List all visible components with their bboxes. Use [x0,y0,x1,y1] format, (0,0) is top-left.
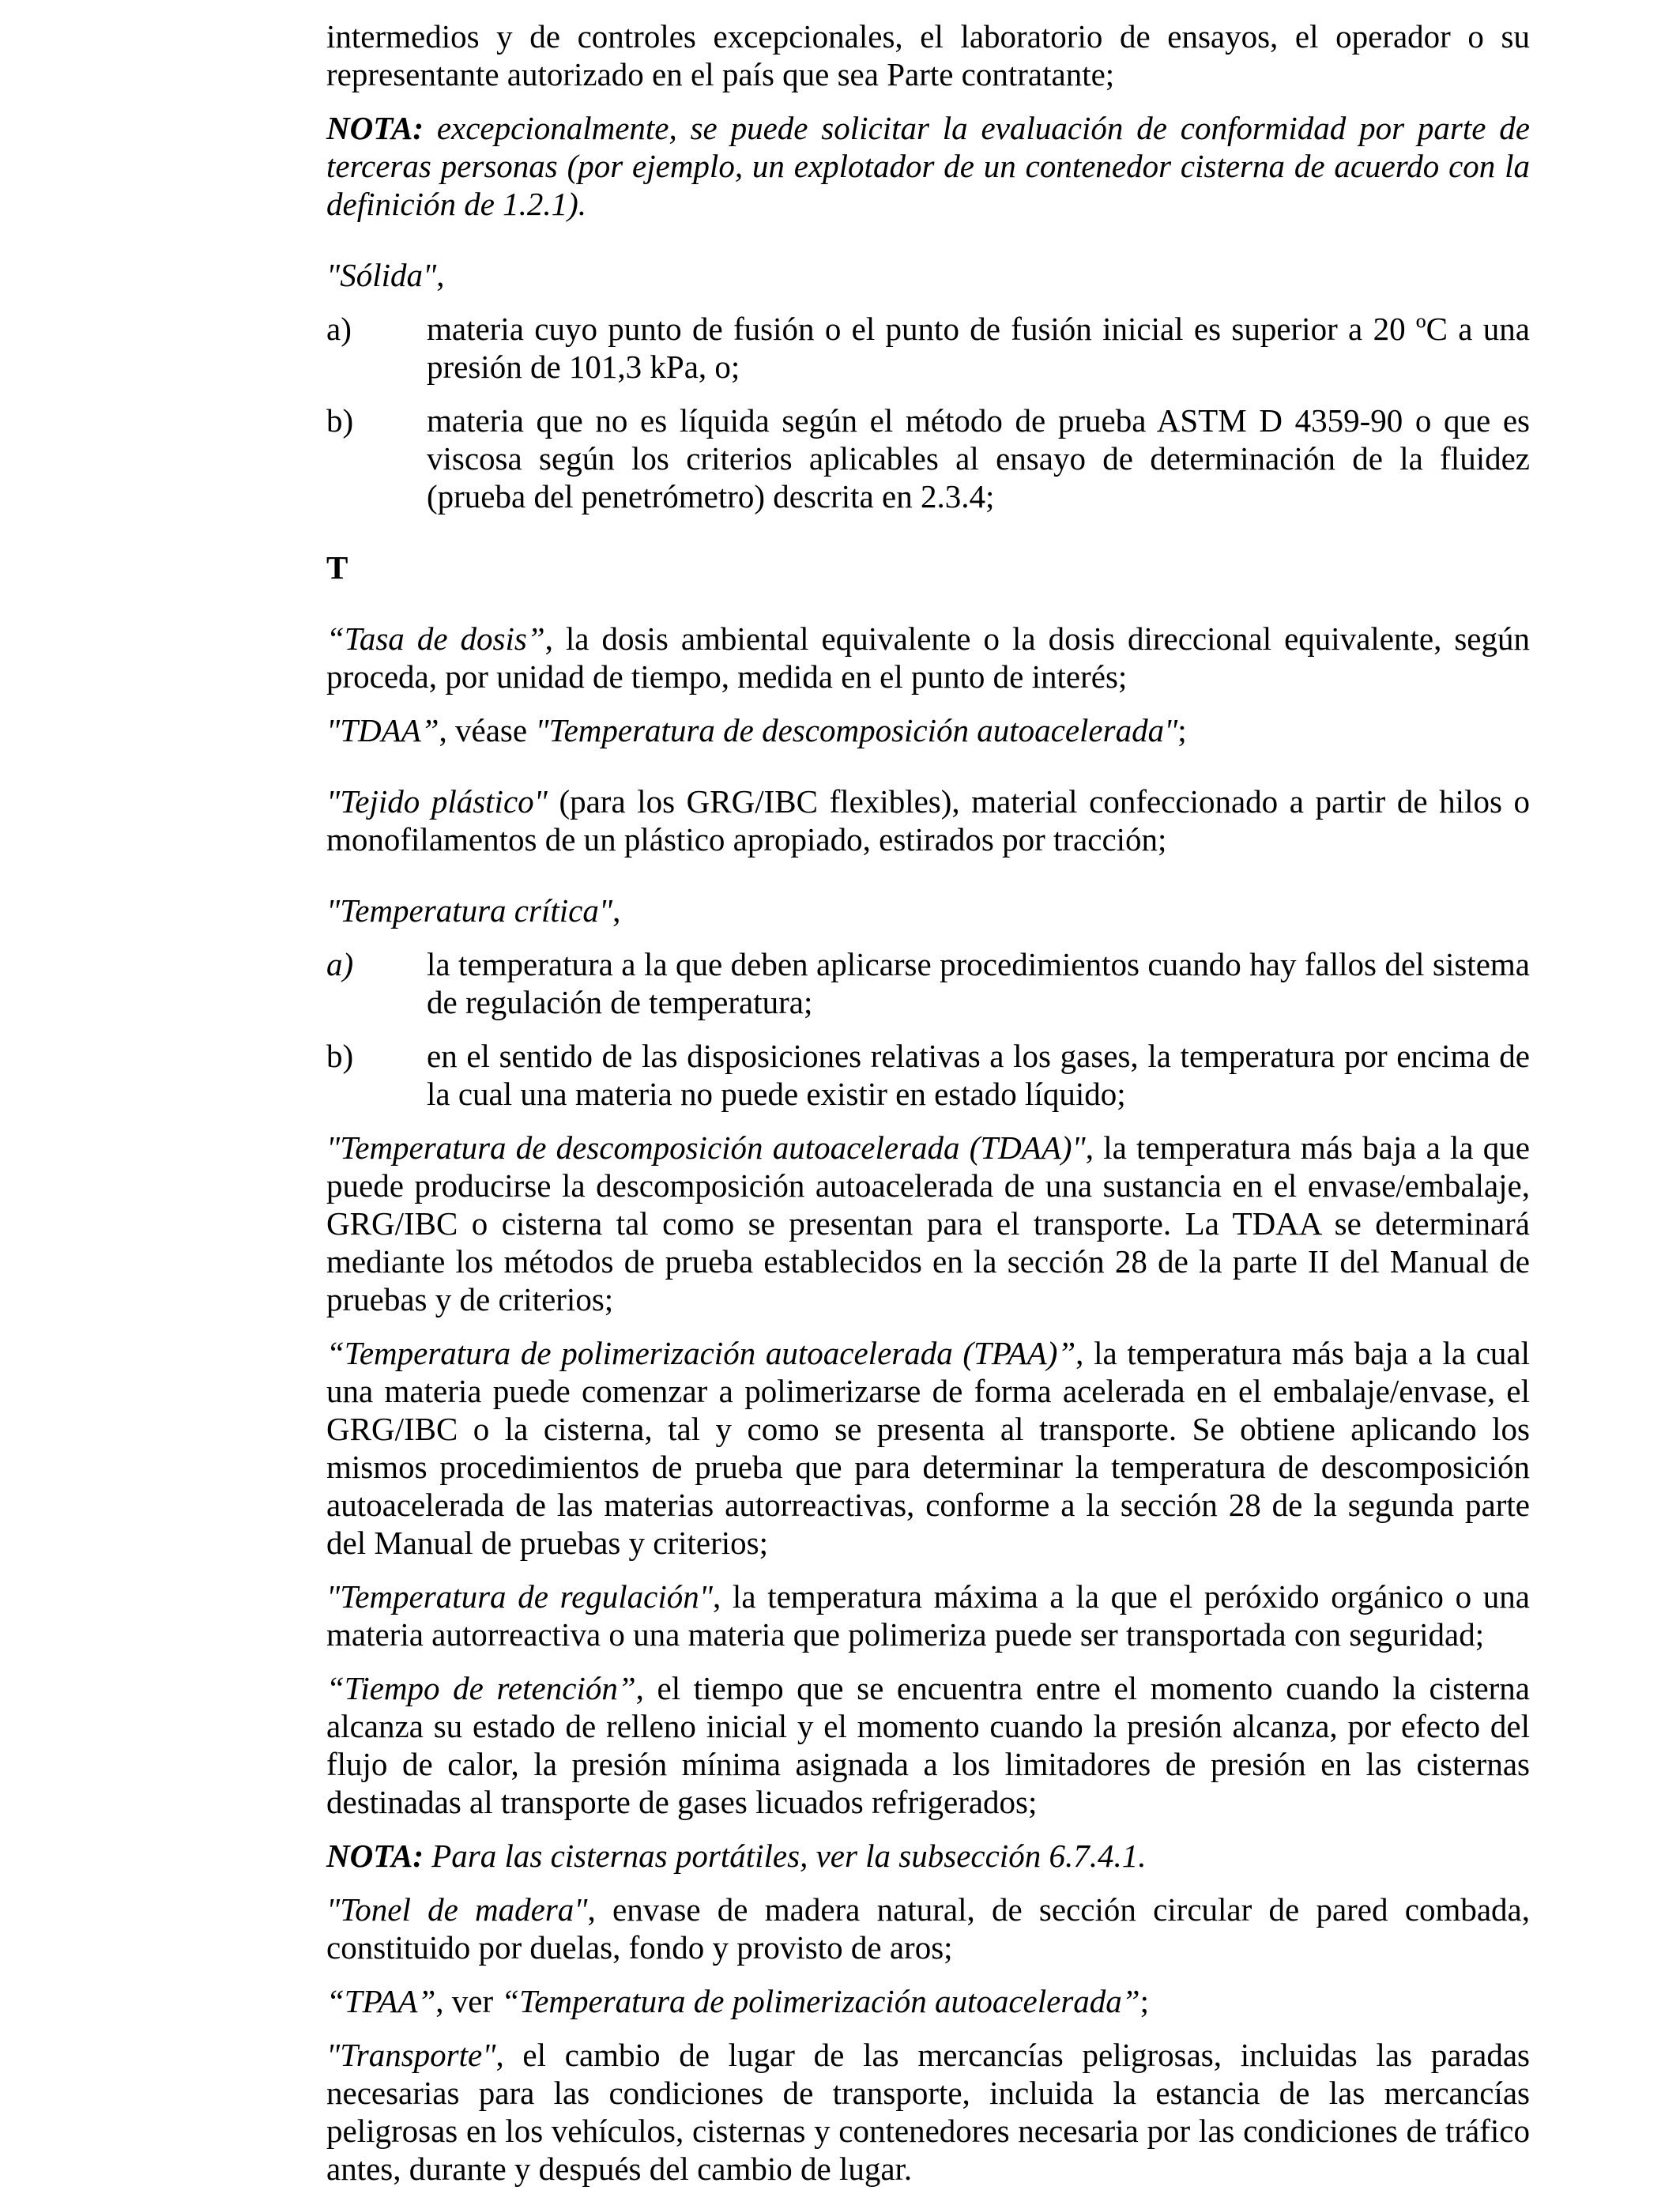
note-conformidad [326,109,1530,223]
term-temperatura-critica [326,892,1530,929]
note-label: NOTA: [326,1838,424,1874]
reference-mid: , véase [439,712,536,748]
reference-end: ; [1177,712,1187,748]
definition-body: , la dosis ambiental equivalente o la dosis direccional equivalente, según proceda, por unidad de tiempo, medida en el punto de interés; [326,620,1530,695]
list-marker-b: b) [326,1038,354,1074]
term-tonel-madera: "Tonel de madera" [326,1891,588,1928]
term-tdaa: "TDAA” [326,712,439,748]
definition-tdaa [326,1129,1530,1318]
definition-tasa-de-dosis [326,620,1530,696]
note-body: excepcionalmente, se puede solicitar la evaluación de conformidad por parte de terceras personas (por ejemplo, un explotador de un contenedor cisterna de acuerdo con la definición de 1.2.1). [326,110,1530,222]
definition-body: , la temperatura más baja a la cual una materia puede comenzar a polimerizarse de forma acelerada en el embalaje/envase, el GRG/IBC o la cisterna, tal y como se presenta al transporte. Se obtiene aplicando los mismos procedimientos de prueba que para determinar la temperatura de descomposición autoacelerada de las materias autorreactivas, conforme a la sección 28 de la segunda parte del Manual de pruebas y criterios; [326,1335,1530,1561]
definition-body: , la temperatura más baja a la que puede producirse la descomposición autoacelerada de una sustancia en el envase/embalaje, GRG/IBC o cisterna tal como se presentan para el transporte. La TDAA se determinará mediante los métodos de prueba establecidos en la sección 28 de la parte II del Manual de pruebas y de criterios; [326,1129,1530,1318]
term-solida-sep: , [436,257,445,293]
list-marker-b: b) [326,402,354,439]
definition-tpaa [326,1334,1530,1562]
definition-tonel-madera [326,1891,1530,1966]
reference-target: “Temperatura de polimerización autoacelerada” [501,1983,1140,2019]
term-solida-text: "Sólida" [326,257,437,293]
term-tpaa-def: “Temperatura de polimerización autoacelerada (TPAA)” [326,1335,1076,1371]
list-item-critica-a [326,945,1530,1021]
term-temperatura-regulacion: "Temperatura de regulación" [326,1578,713,1615]
term-tdaa-def: "Temperatura de descomposición autoacelerada (TDAA)" [326,1129,1086,1166]
list-item-text: en el sentido de las disposiciones relativas a los gases, la temperatura por encima de la cual una materia no puede existir en estado líquido; [427,1038,1530,1112]
note-cisternas [326,1837,1530,1875]
reference-mid: , ver [435,1983,502,2019]
list-item-text: la temperatura a la que deben aplicarse procedimientos cuando hay fallos del sistema de regulación de temperatura; [427,946,1530,1020]
definition-tejido-plastico [326,782,1530,858]
paragraph-intro-text: intermedios y de controles excepcionales, el laboratorio de ensayos, el operador o su representante autorizado en el país que sea Parte contratante; [326,18,1530,92]
list-item-critica-b [326,1037,1530,1113]
note-body: Para las cisternas portátiles, ver la subsección 6.7.4.1. [424,1838,1147,1874]
list-item-text: materia que no es líquida según el método de prueba ASTM D 4359-90 o que es viscosa según los criterios aplicables al ensayo de determinación de la fluidez (prueba del penetrómetro) descrita en 2.3.4; [427,402,1530,515]
term-tiempo-retencion: “Tiempo de retención” [326,1670,636,1706]
definition-body: , el tiempo que se encuentra entre el momento cuando la cisterna alcanza su estado de relleno inicial y el momento cuando la presión alcanza, por efecto del flujo de calor, la presión mínima asignada a los limitadores de presión en las cisternas destinadas al transporte de gases licuados refrigerados; [326,1670,1530,1820]
list-item-text: materia cuyo punto de fusión o el punto de fusión inicial es superior a 20 ºC a una presión de 101,3 kPa, o; [427,311,1530,385]
definition-body: , la temperatura máxima a la que el peróxido orgánico o una materia autorreactiva o una materia que polimeriza puede ser transportada con seguridad; [326,1578,1530,1653]
reference-end: ; [1139,1983,1149,2019]
list-item-solida-b [326,401,1530,515]
definition-tiempo-retencion [326,1669,1530,1821]
term-tasa-de-dosis: “Tasa de dosis” [326,620,545,657]
list-marker-a: a) [326,311,352,347]
term-solida [326,256,1530,294]
term-transporte: "Transporte" [326,2037,496,2073]
definition-body: , el cambio de lugar de las mercancías peligrosas, incluidas las paradas necesarias para las condiciones de transporte, incluida la estancia de las mercancías peligrosas en los vehículos, cisternas y contenedores necesaria por las condiciones de tráfico antes, durante y después del cambio de lugar. [326,2037,1530,2187]
definition-body: , envase de madera natural, de sección circular de pared combada, constituido por duelas, fondo y provisto de aros; [326,1891,1530,1966]
definition-temperatura-regulacion [326,1578,1530,1653]
paragraph-intro [326,17,1530,93]
section-heading-t [326,548,1530,586]
definition-body: (para los GRG/IBC flexibles), material confeccionado a partir de hilos o monofilamentos de un plástico apropiado, estirados por tracción; [326,783,1531,858]
section-letter: T [326,549,348,586]
definition-transporte [326,2036,1530,2188]
reference-target: "Temperatura de descomposición autoacelerada" [535,712,1178,748]
note-label: NOTA: [326,110,424,146]
definition-tpaa-reference [326,1982,1530,2020]
list-marker-a: a) [326,946,354,982]
term-temperatura-critica-sep: , [612,892,621,929]
definition-tdaa-reference [326,711,1530,749]
list-item-solida-a [326,310,1530,386]
term-tpaa: “TPAA” [326,1983,436,2019]
term-temperatura-critica-text: "Temperatura crítica" [326,892,613,929]
term-tejido-plastico: "Tejido plástico" [326,783,548,820]
